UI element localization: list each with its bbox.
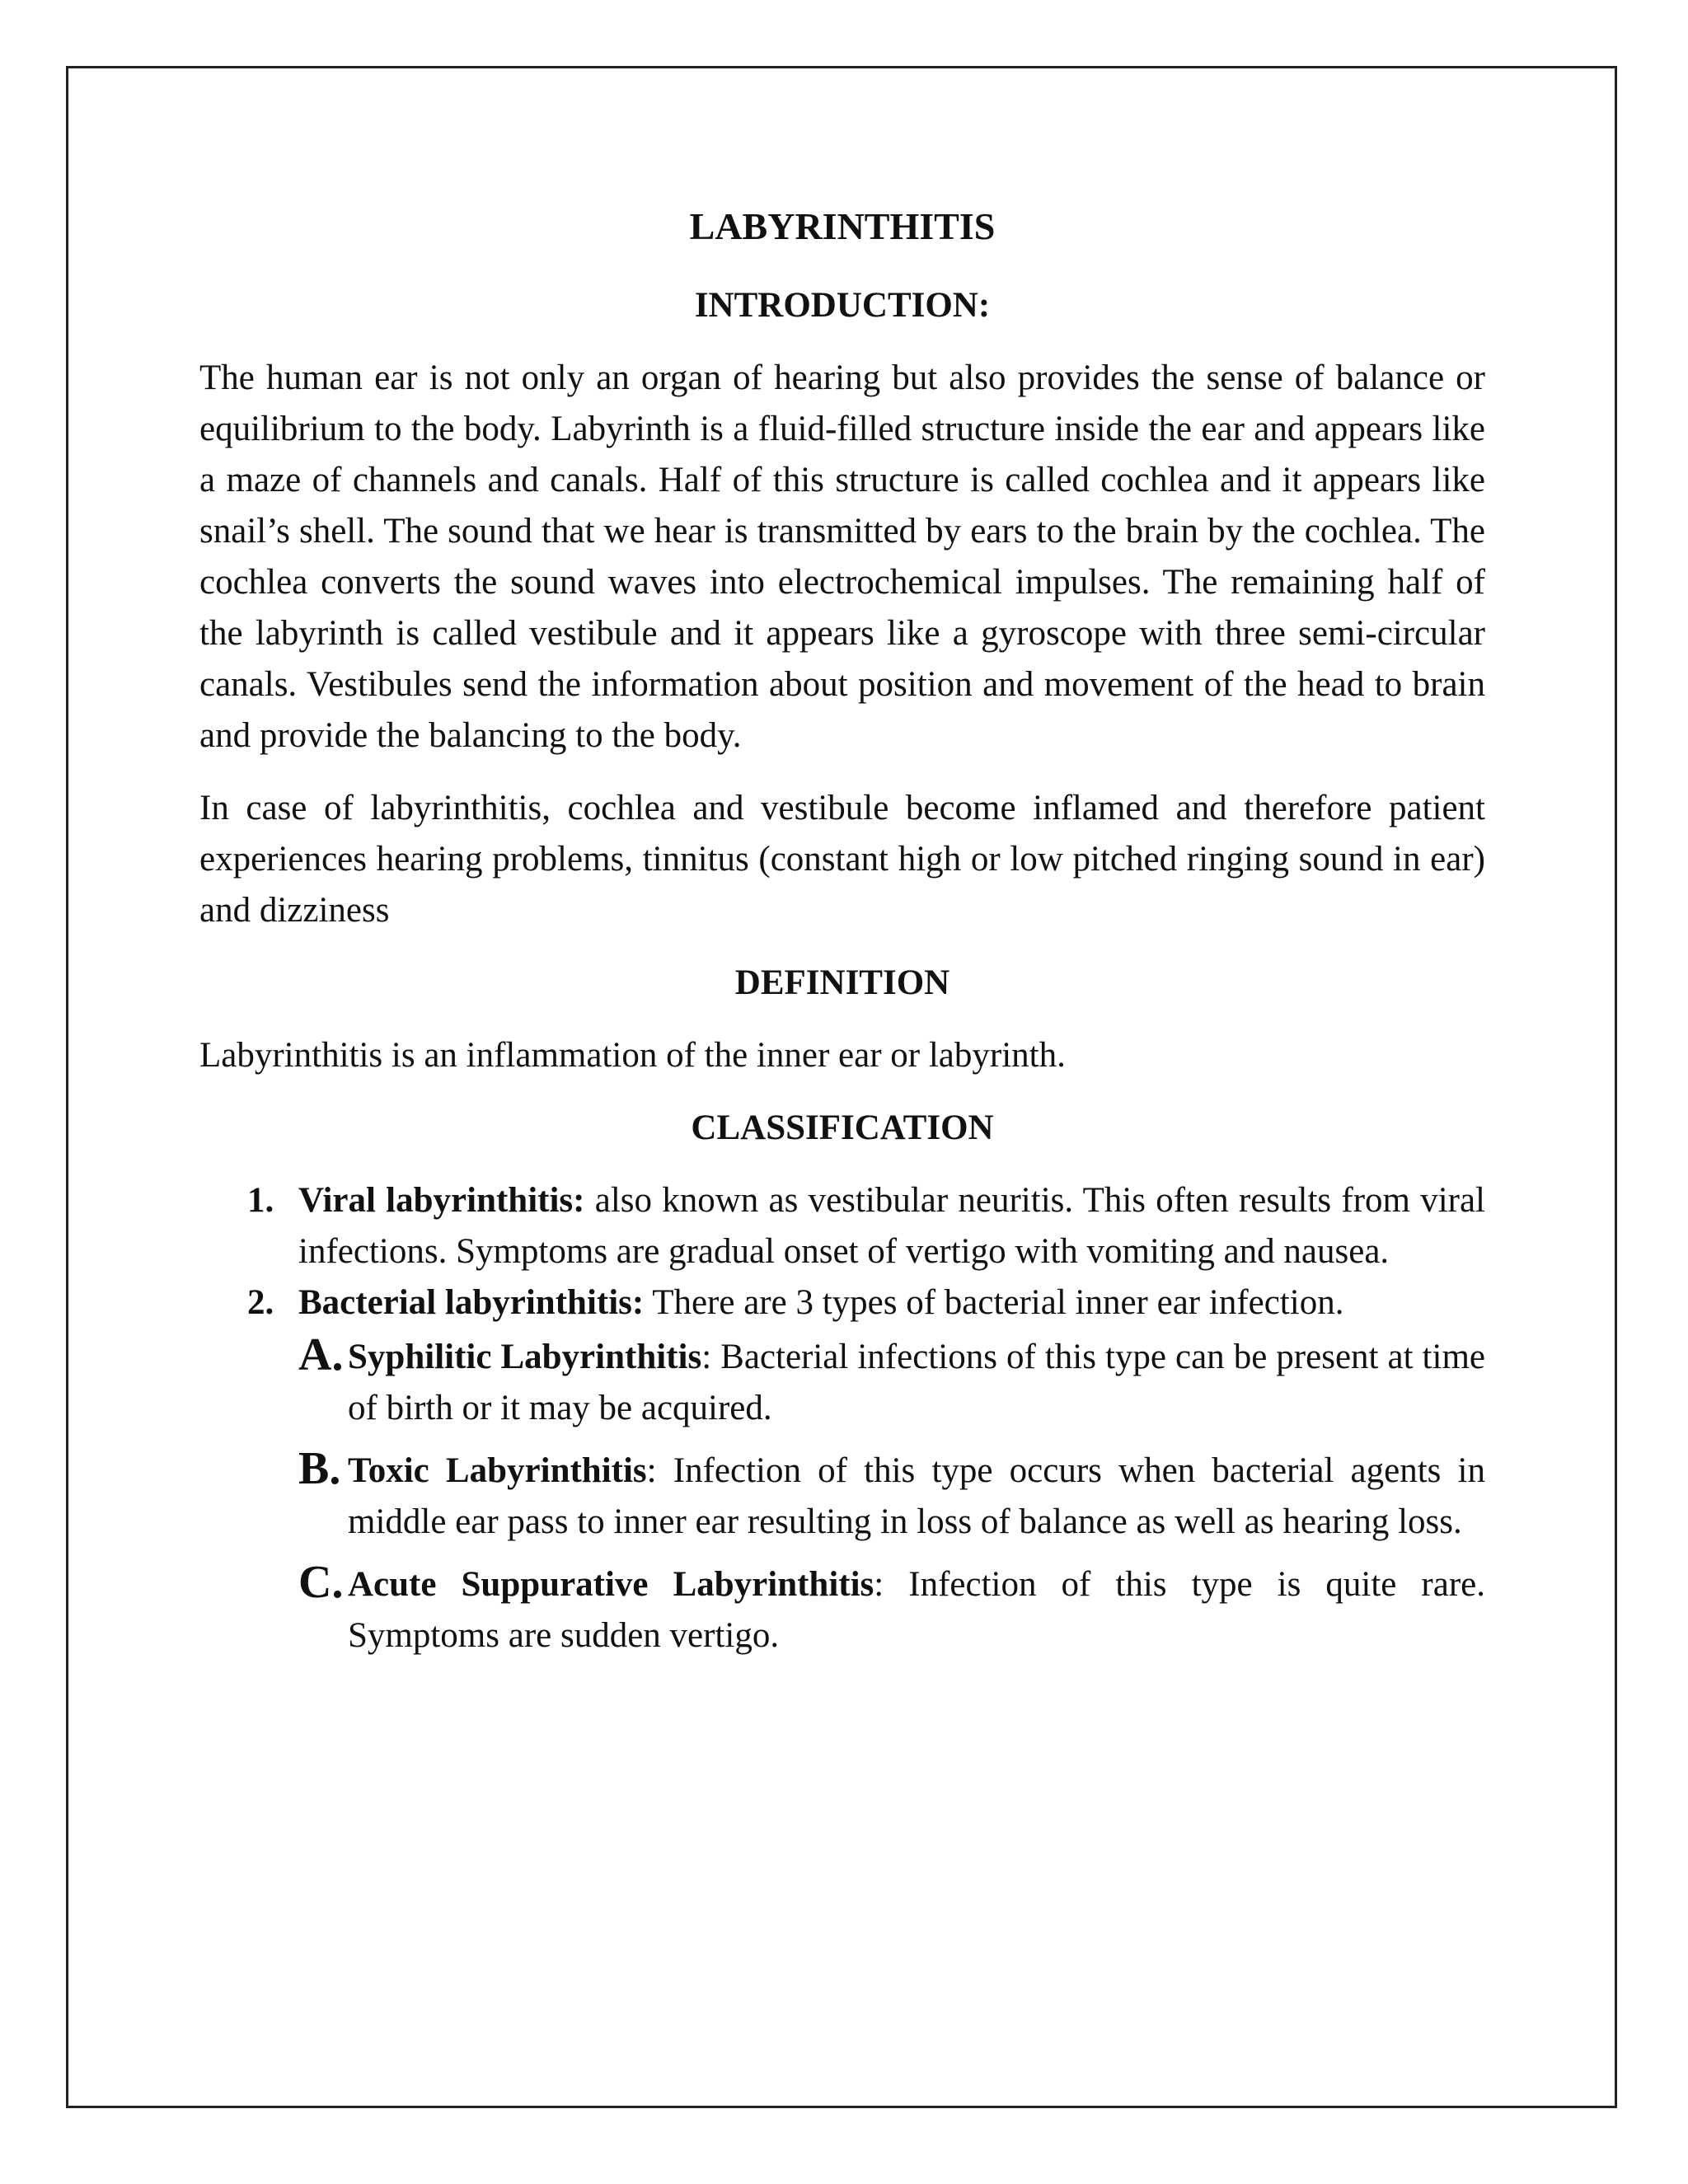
subtype-term: Toxic Labyrinthitis	[348, 1451, 647, 1490]
definition-text: Labyrinthitis is an inflammation of the inner ear or labyrinth.	[199, 1036, 1066, 1075]
classification-list	[199, 1175, 1485, 1329]
subtype-toxic	[199, 1443, 1485, 1548]
item-text: There are 3 types of bacterial inner ear infection.	[644, 1283, 1344, 1322]
subtype-letter: B.	[298, 1443, 341, 1494]
item-text: also known as vestibular neuritis. This often results from viral infections. Symptoms are gradual onset of vertigo with vomiting and nausea.	[298, 1181, 1486, 1271]
definition-heading: DEFINITION	[734, 963, 950, 1002]
introduction-paragraph-1: The human ear is not only an organ of hearing but also provides the sense of balance or equilibrium to the body. Labyrinth is a fluid-filled structure inside the ear and appears like a maze of channels and canals. Half of this structure is called cochlea and it appears like snail’s shell. The sound that we hear is transmitted by ears to the brain by the cochlea. The cochlea converts the sound waves into electrochemical impulses. The remaining half of the labyrinth is called vestibule and it appears like a gyroscope with three semi-circular canals. Vestibules send the information about position and movement of the head to brain and provide the balancing to the body.	[199, 359, 1485, 755]
classification-item-viral	[199, 1175, 1485, 1277]
subtype-text: : Infection of this type is quite rare. Symptoms are sudden vertigo.	[348, 1565, 1485, 1655]
classification-heading: CLASSIFICATION	[691, 1108, 994, 1147]
subtype-text: : Infection of this type occurs when bacterial agents in middle ear pass to inner ear resulting in loss of balance as well as hearing loss.	[348, 1451, 1485, 1541]
item-term: Viral labyrinthitis:	[298, 1181, 585, 1220]
subtype-syphilitic	[199, 1329, 1485, 1434]
subtype-letter: C.	[298, 1557, 344, 1608]
document-title: LABYRINTHITIS	[689, 205, 996, 247]
item-number: 1.	[247, 1181, 274, 1220]
item-number: 2.	[247, 1283, 274, 1322]
item-term: Bacterial labyrinthitis:	[298, 1283, 645, 1322]
subtype-term: Acute Suppurative Labyrinthitis	[348, 1565, 874, 1604]
introduction-heading: INTRODUCTION:	[694, 286, 991, 325]
subtype-text: : Bacterial infections of this type can be present at time of birth or it may be acquired.	[348, 1338, 1485, 1427]
introduction-paragraph-2: In case of labyrinthitis, cochlea and vestibule become inflamed and therefore patient experiences hearing problems, tinnitus (constant high or low pitched ringing sound in ear) and dizziness	[199, 789, 1485, 930]
subtype-letter: A.	[298, 1329, 344, 1380]
document-body	[199, 191, 1485, 1673]
subtype-term: Syphilitic Labyrinthitis	[348, 1338, 702, 1376]
subtype-acute-suppurative	[199, 1559, 1485, 1661]
classification-item-bacterial	[199, 1277, 1485, 1329]
bacterial-subtypes-list	[199, 1329, 1485, 1661]
